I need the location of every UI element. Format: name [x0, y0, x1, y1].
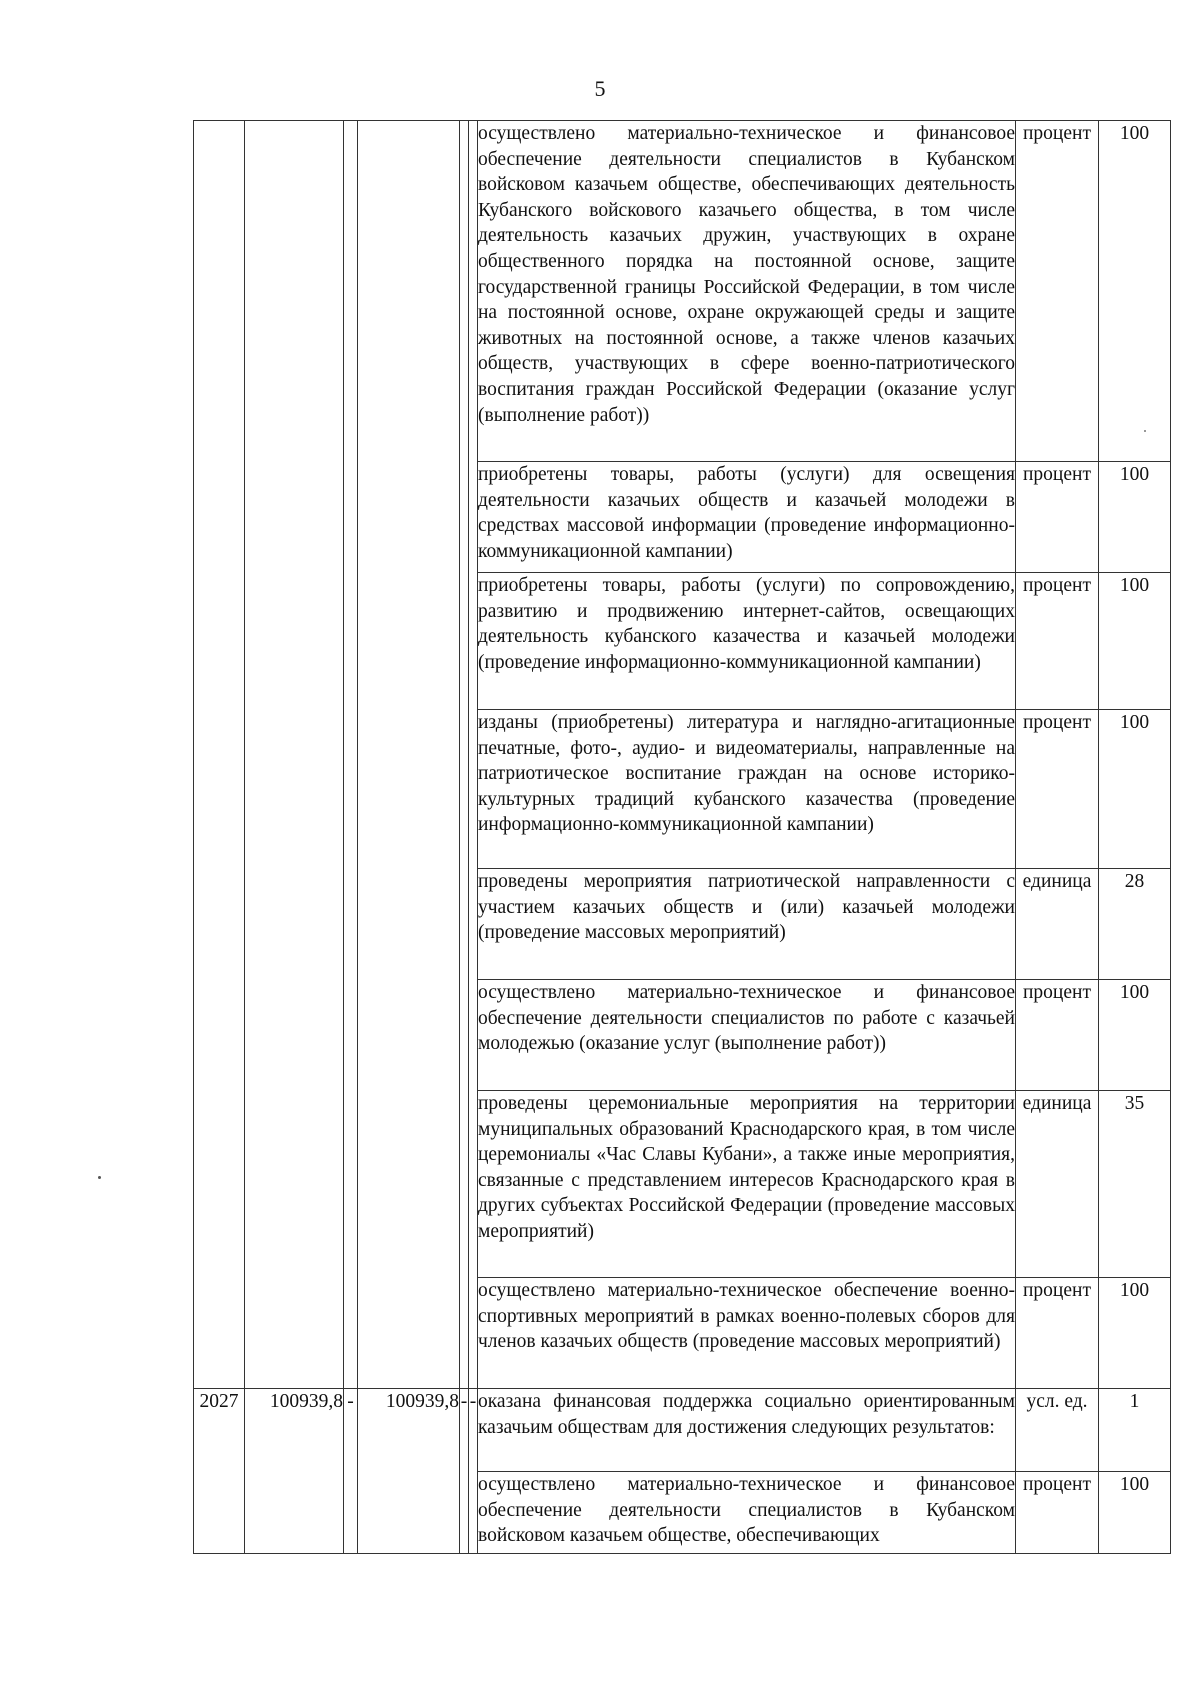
col3-cell: [344, 121, 358, 1389]
col3-cell: -: [344, 1389, 358, 1554]
unit-cell: процент: [1016, 573, 1099, 710]
col6-cell: -: [469, 1389, 478, 1554]
scan-speck: [98, 1176, 101, 1179]
unit-cell: процент: [1016, 710, 1099, 869]
year-cell: [194, 121, 245, 1389]
unit-cell: процент: [1016, 980, 1099, 1091]
value-cell: 100: [1099, 710, 1171, 869]
scan-speck: [1144, 430, 1146, 432]
value-cell: 35: [1099, 1091, 1171, 1278]
value-cell: 28: [1099, 869, 1171, 980]
result-description: приобретены товары, работы (услуги) для освещения деятельности казачьих обществ и казачьей молодежи в средствах массовой информации (проведение информационно-коммуникационной кампании): [478, 462, 1016, 573]
value-cell: 100: [1099, 1278, 1171, 1389]
result-description: проведены церемониальные мероприятия на территории муниципальных образований Краснодарского края, в том числе церемониалы «Час Славы Кубани», а также иные мероприятия, связанные с представлением интересов Краснодарского края в других субъектах Российской Федерации (проведение массовых мероприятий): [478, 1091, 1016, 1278]
unit-cell: единица: [1016, 1091, 1099, 1278]
unit-cell: процент: [1016, 1278, 1099, 1389]
unit-cell: процент: [1016, 1472, 1099, 1554]
result-description: осуществлено материально-техническое и финансовое обеспечение деятельности специалистов по работе с казачьей молодежью (оказание услуг (выполнение работ)): [478, 980, 1016, 1091]
value-cell: 100: [1099, 121, 1171, 462]
col5-cell: -: [460, 1389, 469, 1554]
value-cell: 100: [1099, 980, 1171, 1091]
col6-cell: [469, 121, 478, 1389]
result-description: осуществлено материально-техническое и финансовое обеспечение деятельности специалистов в Кубанском войсковом казачьем обществе, обеспечивающих: [478, 1472, 1016, 1554]
result-description: осуществлено материально-техническое и финансовое обеспечение деятельности специалистов в Кубанском войсковом казачьем обществе, обеспечивающих деятельность Кубанского войскового казачьего общества, в том числе деятельность казачьих дружин, участвующих в охране общественного порядка на постоянной основе, защите государственной границы Российской Федерации, в том числе на постоянной основе, охране окружающей среды и защите животных на постоянной основе, а также членов казачьих обществ, участвующих в сфере военно-патриотического воспитания граждан Российской Федерации (оказание услуг (выполнение работ)): [478, 121, 1016, 462]
table-row: [194, 121, 1171, 462]
result-description: проведены мероприятия патриотической направленности с участием казачьих обществ и (или) казачьей молодежи (проведение массовых мероприятий): [478, 869, 1016, 980]
result-description: оказана финансовая поддержка социально ориентированным казачьим обществам для достижения следующих результатов:: [478, 1389, 1016, 1472]
value-cell: 100: [1099, 462, 1171, 573]
total-cell: 100939,8: [245, 1389, 344, 1554]
value-cell: 1: [1099, 1389, 1171, 1472]
result-description: осуществлено материально-техническое обеспечение военно-спортивных мероприятий в рамках военно-полевых сборов для членов казачьих обществ (проведение массовых мероприятий): [478, 1278, 1016, 1389]
unit-cell: единица: [1016, 869, 1099, 980]
col4-cell: 100939,8: [358, 1389, 460, 1554]
unit-cell: усл. ед.: [1016, 1389, 1099, 1472]
year-cell: 2027: [194, 1389, 245, 1554]
result-description: изданы (приобретены) литература и наглядно-агитационные печатные, фото-, аудио- и видеоматериалы, направленные на патриотическое воспитание граждан на основе историко-культурных традиций кубанского казачества (проведение информационно-коммуникационной кампании): [478, 710, 1016, 869]
col4-cell: [358, 121, 460, 1389]
col5-cell: [460, 121, 469, 1389]
page-number: 5: [594, 76, 606, 101]
table-row-year: [194, 1389, 1171, 1472]
total-cell: [245, 121, 344, 1389]
unit-cell: процент: [1016, 462, 1099, 573]
indicators-table: [193, 120, 1171, 1554]
value-cell: 100: [1099, 1472, 1171, 1554]
value-cell: 100: [1099, 573, 1171, 710]
result-description: приобретены товары, работы (услуги) по сопровождению, развитию и продвижению интернет-сайтов, освещающих деятельность кубанского казачества и казачьей молодежи (проведение информационно-коммуникационной кампании): [478, 573, 1016, 710]
unit-cell: процент: [1016, 121, 1099, 462]
